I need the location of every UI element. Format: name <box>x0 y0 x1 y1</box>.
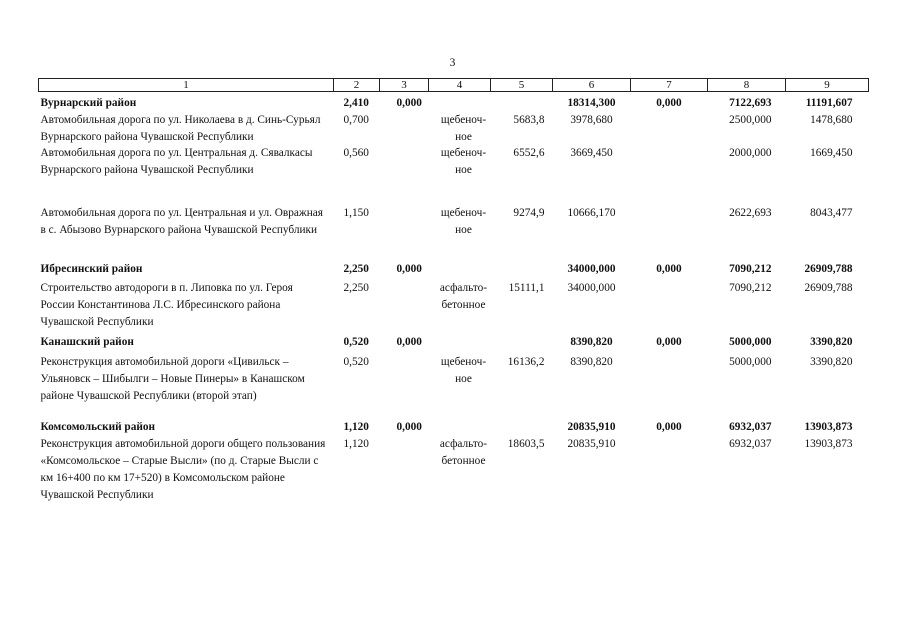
cell-col-4: щебеноч- ное <box>440 147 487 177</box>
cell-col-9: 11191,607 <box>805 97 853 109</box>
cell-col-9: 8043,477 <box>810 207 853 220</box>
cell-col-8: 2000,000 <box>729 147 772 160</box>
cell-col-7 <box>631 436 708 506</box>
cell-col-2: 0,520 <box>343 336 369 349</box>
object-name: Строительство автодороги в п. Липовка по ул. Героя России Константинова Л.С. Ибресинского района Чувашской Республики <box>40 282 293 328</box>
cell-col-6: 20835,910 <box>567 438 616 451</box>
district-name: Комсомольский район <box>40 421 156 434</box>
column-header-1: 1 <box>39 79 334 92</box>
district-row <box>39 92 869 112</box>
cell-col-3 <box>380 280 429 334</box>
cell-col-9: 1669,450 <box>810 147 853 160</box>
cell-col-6: 3669,450 <box>570 147 613 160</box>
cell-col-9: 26909,788 <box>804 263 853 276</box>
cell-col-6: 10666,170 <box>567 207 616 220</box>
object-name: Автомобильная дорога по ул. Николаева в д. Синь-Сурьял Вурнарского района Чувашской Республики <box>40 113 321 143</box>
district-row <box>39 419 869 436</box>
page-number: 3 <box>449 57 456 69</box>
cell-col-7 <box>631 145 708 205</box>
cell-col-3: 0,000 <box>396 421 422 434</box>
cell-col-8: 7090,212 <box>729 263 772 276</box>
object-name: Реконструкция автомобильной дороги «Цивильск – Ульяновск – Шибылги – Новые Пинеры» в Канашском районе Чувашской Республики (второй этап) <box>40 356 305 402</box>
cell-col-2: 0,520 <box>343 356 369 369</box>
cell-col-3 <box>380 436 429 506</box>
cell-col-4: щебеноч- ное <box>440 113 487 143</box>
cell-col-8: 2622,693 <box>729 207 772 220</box>
cell-col-4 <box>429 92 491 112</box>
cell-col-2: 0,560 <box>343 147 369 160</box>
cell-col-4: щебеноч- ное <box>440 356 487 386</box>
cell-col-3 <box>380 145 429 205</box>
cell-col-5: 16136,2 <box>507 356 545 369</box>
cell-col-7 <box>631 354 708 419</box>
column-header-7: 7 <box>631 79 708 92</box>
cell-col-2: 2,250 <box>343 263 369 276</box>
district-row <box>39 334 869 354</box>
cell-col-6: 18314,300 <box>567 97 616 109</box>
cell-col-6: 3978,680 <box>570 113 613 126</box>
cell-col-3: 0,000 <box>396 336 422 349</box>
cell-col-8: 7090,212 <box>729 282 772 295</box>
column-header-2: 2 <box>334 79 380 92</box>
cell-col-9: 3390,820 <box>810 356 853 369</box>
cell-col-4 <box>429 419 491 436</box>
table-row <box>39 112 869 146</box>
district-name: Вурнарский район <box>40 97 137 109</box>
column-header-4: 4 <box>429 79 491 92</box>
cell-col-5 <box>491 419 553 436</box>
cell-col-2: 2,410 <box>343 97 369 109</box>
cell-col-5: 18603,5 <box>507 438 545 451</box>
cell-col-7: 0,000 <box>656 336 682 349</box>
cell-col-4: щебеноч- ное <box>440 207 487 237</box>
column-header-3: 3 <box>380 79 429 92</box>
table-row <box>39 280 869 334</box>
cell-col-8: 5000,000 <box>729 336 772 349</box>
cell-col-3: 0,000 <box>396 263 422 276</box>
table-row <box>39 145 869 205</box>
cell-col-2: 1,150 <box>343 207 369 220</box>
cell-col-3 <box>380 205 429 261</box>
cell-col-2: 1,120 <box>343 421 369 434</box>
cell-col-9: 13903,873 <box>804 421 853 434</box>
cell-col-6: 20835,910 <box>567 421 616 434</box>
cell-col-2: 0,700 <box>343 113 369 126</box>
cell-col-5 <box>491 261 553 280</box>
cell-col-3 <box>380 112 429 146</box>
cell-col-5 <box>491 92 553 112</box>
object-name: Автомобильная дорога по ул. Центральная и ул. Овражная в с. Абызово Вурнарского района Чувашской Республики <box>40 207 323 237</box>
cell-col-2: 1,120 <box>343 438 369 451</box>
cell-col-4 <box>429 261 491 280</box>
cell-col-4 <box>429 334 491 354</box>
cell-col-8: 6932,037 <box>729 421 772 434</box>
cell-col-7 <box>631 205 708 261</box>
cell-col-8: 2500,000 <box>729 113 772 126</box>
object-name: Автомобильная дорога по ул. Центральная д. Сявалкасы Вурнарского района Чувашской Республики <box>40 147 313 177</box>
cell-col-7: 0,000 <box>656 421 682 434</box>
district-row <box>39 261 869 280</box>
cell-col-6: 8390,820 <box>570 356 613 369</box>
district-name: Канашский район <box>40 336 134 349</box>
cell-col-9: 1478,680 <box>810 113 853 126</box>
cell-col-9: 26909,788 <box>804 282 853 295</box>
table-row <box>39 205 869 261</box>
column-header-9: 9 <box>786 79 869 92</box>
cell-col-5: 9274,9 <box>513 207 545 220</box>
object-name: Реконструкция автомобильной дороги общего пользования «Комсомольское – Старые Высли» (по д. Старые Высли с км 16+400 по км 17+520) в Комсомольском районе Чувашской Республики <box>40 438 326 501</box>
cell-col-8: 7122,693 <box>729 97 772 109</box>
header-row <box>39 79 869 92</box>
cell-col-5: 5683,8 <box>513 113 545 126</box>
cell-col-7 <box>631 280 708 334</box>
cell-col-8: 5000,000 <box>729 356 772 369</box>
roads-table <box>38 78 869 506</box>
cell-col-5: 15111,1 <box>508 282 545 295</box>
cell-col-6: 34000,000 <box>567 282 616 295</box>
column-header-6: 6 <box>553 79 631 92</box>
table-row <box>39 354 869 419</box>
cell-col-3: 0,000 <box>396 97 422 109</box>
cell-col-3 <box>380 354 429 419</box>
cell-col-5: 6552,6 <box>513 147 545 160</box>
cell-col-8: 6932,037 <box>729 438 772 451</box>
cell-col-9: 3390,820 <box>810 336 853 349</box>
cell-col-7: 0,000 <box>656 263 682 276</box>
cell-col-7 <box>631 112 708 146</box>
cell-col-4: асфальто- бетонное <box>439 438 488 468</box>
cell-col-5 <box>491 334 553 354</box>
cell-col-6: 34000,000 <box>567 263 616 276</box>
district-name: Ибресинский район <box>40 263 143 276</box>
table-row <box>39 436 869 506</box>
cell-col-9: 13903,873 <box>804 438 853 451</box>
cell-col-6: 8390,820 <box>570 336 613 349</box>
cell-col-2: 2,250 <box>343 282 369 295</box>
column-header-5: 5 <box>491 79 553 92</box>
cell-col-4: асфальто- бетонное <box>439 282 488 312</box>
cell-col-7: 0,000 <box>656 97 682 109</box>
column-header-8: 8 <box>708 79 786 92</box>
